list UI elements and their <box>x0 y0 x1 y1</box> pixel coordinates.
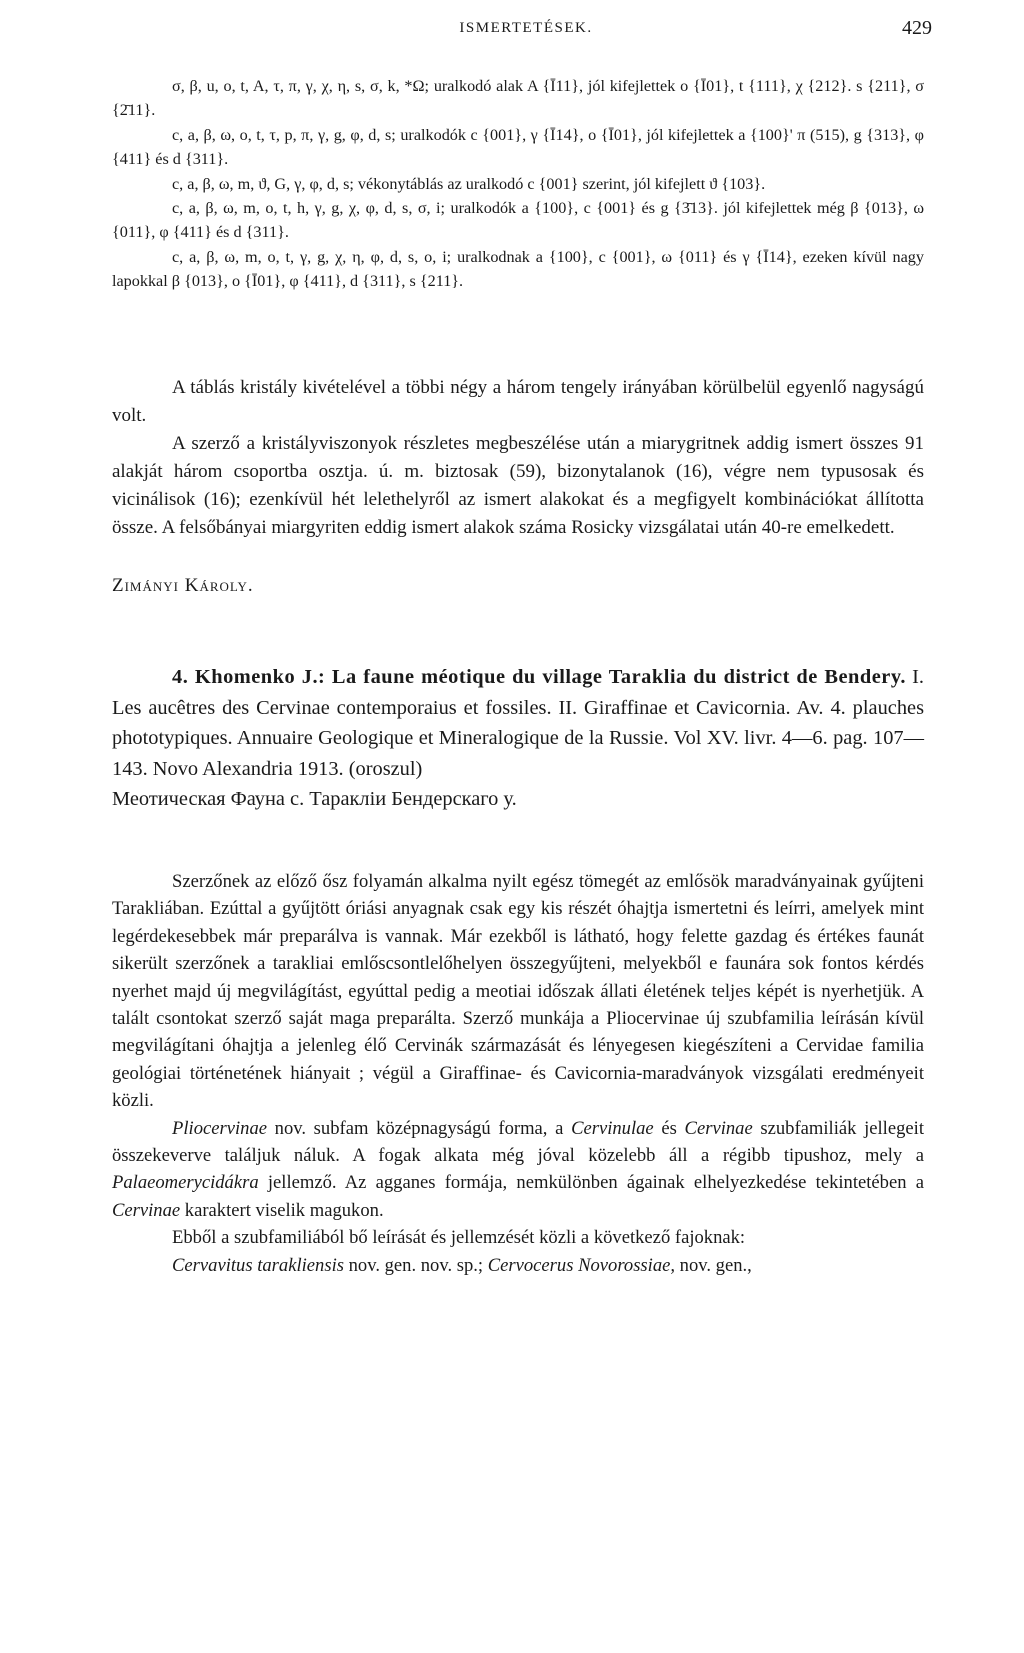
running-title: ISMERTETÉSEK. <box>459 20 593 36</box>
text-run: karaktert viselik magukon. <box>180 1199 384 1221</box>
crystal-paragraph: c, a, β, ω, m, ϑ, G, γ, φ, d, s; vékonytáblás az uralkodó c {001} szerint, jól kifejlett ϑ {103}. <box>172 174 766 193</box>
review-paragraph <box>112 1115 924 1225</box>
crystal-form-list <box>112 74 924 294</box>
review-paragraph: Ebből a szubfamiliából bő leírását és jellemzését közli a következő fajoknak: <box>172 1227 746 1249</box>
review-body <box>112 868 924 1279</box>
crystal-paragraph: c, a, β, ω, m, o, t, h, γ, g, χ, φ, d, s, σ, i; uralkodók a {100}, c {001} és g {3̄13}. jól kifejlettek még β {013}, ω {011}, φ {411} és d {311}. <box>112 199 924 242</box>
review-conclusion <box>112 374 924 600</box>
entry-citation: I. Les aucêtres des Cervinae contemporaius et fossiles. II. Giraffinae et Cavicornia. Av. 4. plauches phototypiques. Annuaire Geologique et Mineralogique de la Russie. Vol XV. livr. 4—6. pag. 107—143. Novo Alexandria 1913. (oroszul) <box>112 666 924 780</box>
text-run: jellemző. Az agganes formája, nemkülönben ágainak elhelyezkedése tekintetében a <box>258 1172 924 1194</box>
text-run: nov. subfam középnagyságú forma, a <box>267 1117 572 1139</box>
page-number: 429 <box>902 17 932 39</box>
taxon-name: Cervinulae <box>571 1117 654 1139</box>
body-paragraph: A szerző a kristályviszonyok részletes megbeszélése után a miarygritnek addig ismert összes 91 alakját három csoportba osztja. ú. m. biztosak (59), bizonytalanok (16), végre nem typusosak és vicinálisok (16); ezenkívül hét lelethelyről az ismert alakokat és a megfigyelt kombinációkat állította össze. A felsőbányai miargyriten eddig ismert alakok száma Rosicky vizsgálatai után 40-re emelkedett. <box>112 433 924 538</box>
body-paragraph: A táblás kristály kivételével a többi négy a három tengely irányában körülbelül egyenlő nagyságú volt. <box>112 377 924 426</box>
crystal-paragraph: c, a, β, ω, o, t, τ, p, π, γ, g, φ, d, s; uralkodók c {001}, γ {Ī14}, o {Ī01}, jól kifejlettek a {100}' π (515), g {313}, φ {411} és d {311}. <box>112 125 924 169</box>
text-run: nov. gen. nov. sp.; <box>343 1254 488 1276</box>
crystal-paragraph: σ, β, u, o, t, A, τ, π, γ, χ, η, s, σ, k, *Ω; uralkodó alak A {Ī11}, jól kifejlettek o {Ī01}, t {111}, χ {212}. s {211}, σ {2̄11}. <box>112 77 924 120</box>
crystal-paragraph: c, a, β, ω, m, o, t, γ, g, χ, η, φ, d, s, o, i; uralkodnak a {100}, c {001}, ω {011} és γ {Ī14}, ezeken kívül nagy lapokkal β {013}, o {Ī01}, φ {411}, d {311}, s {211}. <box>112 247 924 291</box>
text-run: szubfamiliák jellegeit összekeverve találjuk náluk. A fogak alkata még jóval közelebb áll a régibb tipushoz, mely a <box>112 1117 924 1167</box>
taxon-name: Cervocerus Novorossiae, <box>487 1254 676 1276</box>
review-paragraph <box>112 1252 924 1279</box>
text-run: nov. gen., <box>675 1254 752 1276</box>
russian-title: Меотическая Фауна с. Тараклiи Бендерскаго у. <box>112 788 517 810</box>
taxon-name: Pliocervinae <box>172 1117 267 1139</box>
taxon-name: Cervinae <box>112 1199 181 1221</box>
review-entry-heading <box>112 662 924 815</box>
taxon-name: Cervinae <box>684 1117 753 1139</box>
entry-title: 4. Khomenko J.: La faune méotique du village Taraklia du district de Bendery. <box>172 666 907 688</box>
taxon-name: Palaeomerycidákra <box>112 1172 259 1194</box>
reviewer-signature: Zimányi Károly. <box>112 575 254 596</box>
bibliographic-entry <box>112 662 924 784</box>
text-run: és <box>653 1117 685 1139</box>
taxon-name: Cervavitus tarakliensis <box>172 1254 344 1276</box>
running-head <box>120 17 932 48</box>
review-paragraph: Szerzőnek az előző ősz folyamán alkalma nyilt egész tömegét az emlősök maradványainak gyűjteni Tarakliában. Ezúttal a gyűjtött óriási anyagnak csak egy kis részét óhajtja ismertetni és leírri, amelyek mint legérdekesebbek már preparálva is vannak. Már ezekből is látható, hogy felette gazdag és értékes faunát sikerült szerzőnek a tarakliai emlőscsontlelőhelyen összegyűjteni, melyekből e faunára sok fontos kérdés nyerhet majd új megvilágítást, egyúttal pedig a meotiai időszak állati életének teljes képét is nyerhetjük. A talált csontokat szerző saját maga preparálta. Szerző munkája a Pliocervinae új szubfamilia leírásán kívül megvilágítani óhajtja a jelenleg élő Cervinák származását és lényegesen kiegészíteni a Cervidae familia geológiai történetének hiányait ; végül a Giraffinae- és Cavicornia-maradványok vizsgálati eredményeit közli. <box>112 871 924 1112</box>
